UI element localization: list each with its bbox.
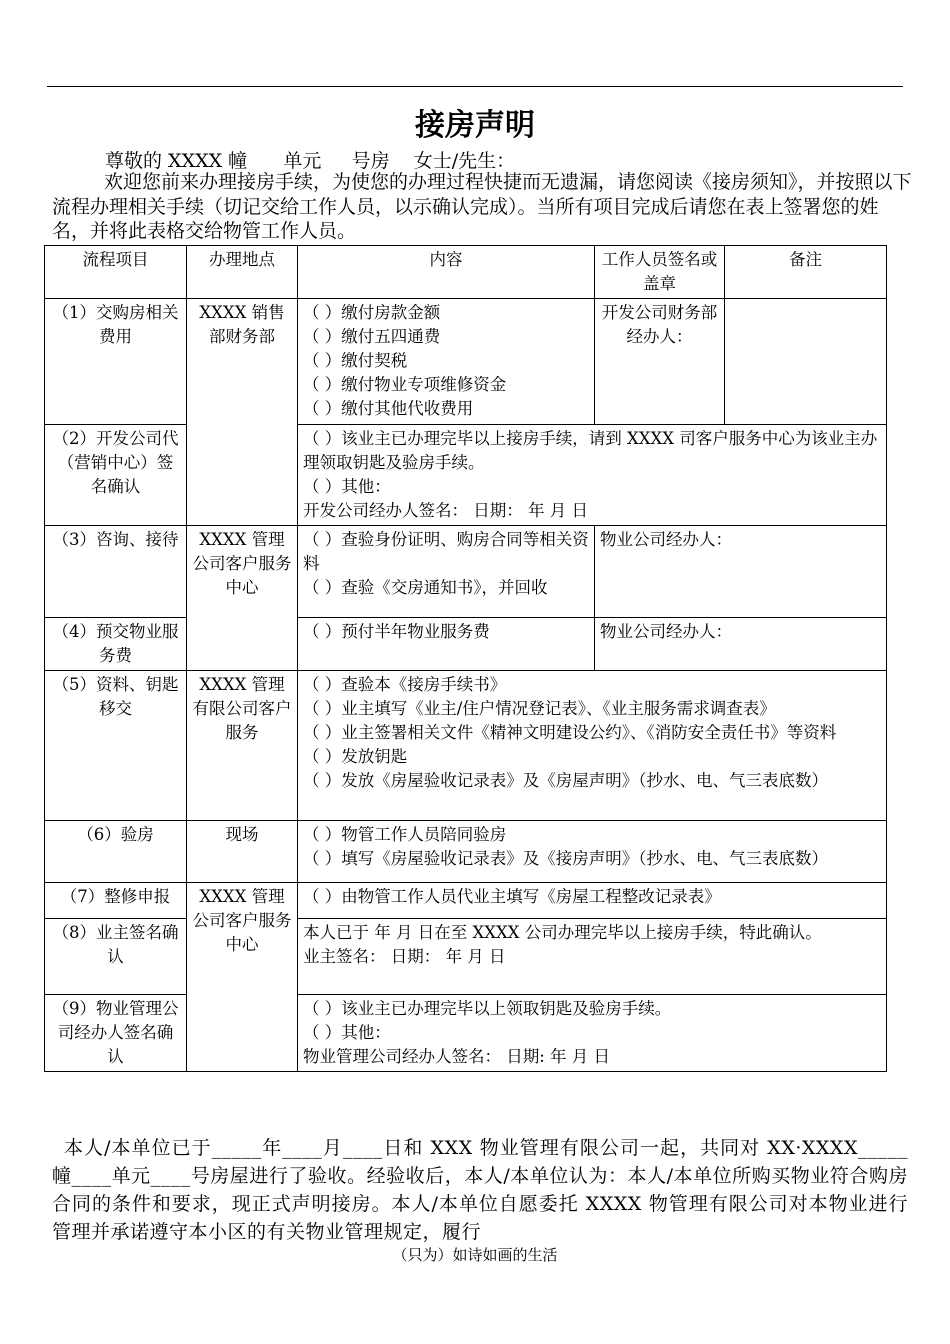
row1-content-line: （ ）缴付物业专项维修资金 (303, 375, 507, 394)
row7-item: （7）整修申报 (45, 883, 187, 919)
intro-paragraph: 欢迎您前来办理接房手续，为使您的办理过程快捷而无遗漏，请您阅读《接房须知》，并按照以下流程办理相关手续（切记交给工作人员，以示确认完成）。当所有项目完成后请您在表上签署您的姓名，并将此表格交给物管工作人员。 (52, 171, 912, 242)
row3-location: XXXX 管理公司客户服务中心 (187, 526, 298, 671)
salutation: 尊敬的 XXXX 幢 单元 号房 女士/先生： (105, 150, 516, 172)
row7-content-line: （ ）由物管工作人员代业主填写《房屋工程整改记录表》 (303, 887, 721, 906)
row7-location: XXXX 管理公司客户服务中心 (187, 883, 298, 1072)
table-row (45, 526, 887, 618)
row9-content-line: 物业管理公司经办人签名： 日期: 年 月 日 (303, 1047, 611, 1066)
table-row (45, 618, 887, 671)
row2-content (298, 425, 887, 526)
header-location: 办理地点 (187, 246, 298, 299)
row3-content-line: （ ）查验《交房通知书》，并回收 (303, 578, 548, 597)
row8-content (298, 919, 887, 995)
row1-content (298, 299, 595, 425)
row9-item: （9）物业管理公司经办人签名确认 (45, 995, 187, 1072)
row1-item: （1）交购房相关费用 (45, 299, 187, 425)
row5-location: XXXX 管理有限公司客户服务 (187, 671, 298, 821)
row1-content-line: （ ）缴付五四通费 (303, 327, 441, 346)
row7-content (298, 883, 887, 919)
row2-content-line: （ ）该业主已办理完毕以上接房手续，请到 XXXX 司客户服务中心为该业主办理领取钥匙及验房手续。 (303, 429, 878, 472)
header-content: 内容 (298, 246, 595, 299)
row8-content-line: 本人已于 年 月 日在至 XXXX 公司办理完毕以上接房手续，特此确认。 (303, 923, 822, 942)
header-item: 流程项目 (45, 246, 187, 299)
row9-content (298, 995, 887, 1072)
row8-item: （8）业主签名确认 (45, 919, 187, 995)
row5-content-line: （ ）发放钥匙 (303, 747, 408, 766)
footer-text: （只为）如诗如画的生活 (392, 1246, 558, 1264)
row3-content-line: （ ）查验身份证明、购房合同等相关资料 (303, 530, 589, 573)
row5-content-line: （ ）发放《房屋验收记录表》及《房屋声明》（抄水、电、气三表底数） (303, 771, 828, 790)
row9-content-line: （ ）其他： (303, 1023, 391, 1042)
row4-content-line: （ ）预付半年物业服务费 (303, 622, 490, 641)
header-notes: 备注 (725, 246, 887, 299)
row6-item: （6）验房 (45, 821, 187, 883)
row5-content-line: （ ）业主签署相关文件《精神文明建设公约》、《消防安全责任书》等资料 (303, 723, 837, 742)
table-row (45, 671, 887, 821)
row9-content-line: （ ）该业主已办理完毕以上领取钥匙及验房手续。 (303, 999, 672, 1018)
row5-content-line: （ ）业主填写《业主/住户情况登记表》、《业主服务需求调查表》 (303, 699, 776, 718)
table-row (45, 425, 887, 526)
row1-content-line: （ ）缴付其他代收费用 (303, 399, 474, 418)
row6-content-line: （ ）填写《房屋验收记录表》及《接房声明》（抄水、电、气三表底数） (303, 849, 828, 868)
row4-item: （4）预交物业服务费 (45, 618, 187, 671)
row3-content (298, 526, 595, 618)
row1-location: XXXX 销售部财务部 (187, 299, 298, 526)
procedure-table (44, 245, 887, 1072)
row2-content-line: 开发公司经办人签名： 日期： 年 月 日 (303, 501, 588, 520)
table-row (45, 995, 887, 1072)
row6-content (298, 821, 887, 883)
row3-item: （3）咨询、接待 (45, 526, 187, 618)
row5-content (298, 671, 887, 821)
row6-location: 现场 (187, 821, 298, 883)
declaration-paragraph: 本人/本单位已于_____年____月____日和 XXX 物业管理有限公司一起，共同对 XX·XXXX_____幢____单元____号房屋进行了验收。经验收后，本人/本单位认为：本人/本单位所购买物业符合购房合同的条件和要求，现正式声明接房。本人/本单位自愿委托 XXXX 物管理有限公司对本物业进行管理并承诺遵守本小区的有关物业管理规定，履行 (52, 1137, 908, 1243)
table-row (45, 883, 887, 919)
top-rule (47, 86, 903, 87)
row1-notes (725, 299, 887, 425)
table-row (45, 821, 887, 883)
table-header-row (45, 246, 887, 299)
row5-item: （5）资料、钥匙移交 (45, 671, 187, 821)
row1-content-line: （ ）缴付契税 (303, 351, 408, 370)
table-row (45, 299, 887, 425)
row1-content-line: （ ）缴付房款金额 (303, 303, 441, 322)
page-title: 接房声明 (415, 108, 535, 143)
row4-staff: 物业公司经办人： (595, 618, 887, 671)
row1-staff: 开发公司财务部经办人： (595, 299, 725, 425)
table-row (45, 919, 887, 995)
row2-content-line: （ ）其他： (303, 477, 391, 496)
row3-staff: 物业公司经办人： (595, 526, 887, 618)
row8-content-line: 业主签名： 日期： 年 月 日 (303, 947, 506, 966)
row5-content-line: （ ）查验本《接房手续书》 (303, 675, 507, 694)
header-staff: 工作人员签名或盖章 (595, 246, 725, 299)
row2-item: （2）开发公司代（营销中心）签名确认 (45, 425, 187, 526)
row6-content-line: （ ）物管工作人员陪同验房 (303, 825, 507, 844)
row4-content (298, 618, 595, 671)
